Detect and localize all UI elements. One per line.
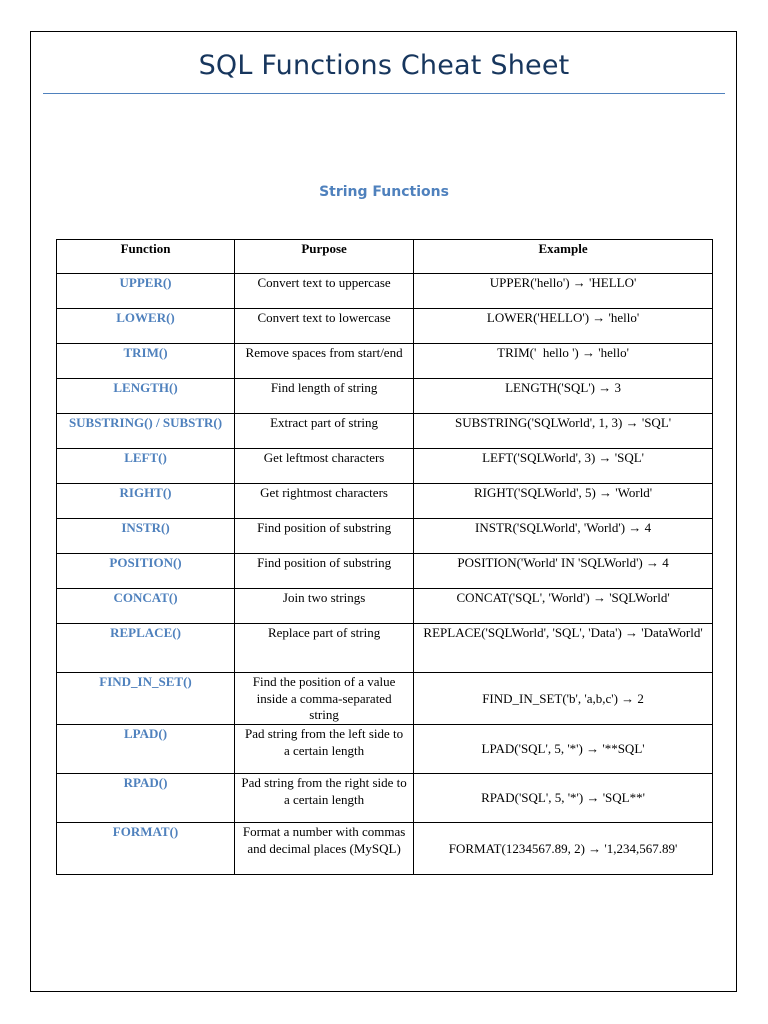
function-name: INSTR() [57, 519, 235, 554]
column-header-function: Function [57, 240, 235, 274]
section-heading: String Functions [319, 184, 449, 200]
function-purpose: Extract part of string [235, 414, 414, 449]
function-name: RPAD() [57, 774, 235, 823]
function-example: SUBSTRING('SQLWorld', 1, 3) → 'SQL' [414, 414, 713, 449]
function-purpose: Pad string from the left side to a certain length [235, 725, 414, 774]
table-row [57, 725, 713, 774]
column-header-purpose: Purpose [235, 240, 414, 274]
function-example: RIGHT('SQLWorld', 5) → 'World' [414, 484, 713, 519]
function-name: FORMAT() [57, 823, 235, 875]
function-example: RPAD('SQL', 5, '*') → 'SQL**' [414, 774, 713, 823]
function-purpose: Find position of substring [235, 519, 414, 554]
table-row [57, 309, 713, 344]
function-name: LEFT() [57, 449, 235, 484]
function-purpose: Find position of substring [235, 554, 414, 589]
function-example: UPPER('hello') → 'HELLO' [414, 274, 713, 309]
function-name: LENGTH() [57, 379, 235, 414]
table-row [57, 519, 713, 554]
function-example: LOWER('HELLO') → 'hello' [414, 309, 713, 344]
table-row [57, 414, 713, 449]
function-purpose: Remove spaces from start/end [235, 344, 414, 379]
table-row [57, 274, 713, 309]
table-row [57, 554, 713, 589]
function-purpose: Find the position of a value inside a comma-separated string [235, 673, 414, 725]
function-name: LPAD() [57, 725, 235, 774]
function-example: LPAD('SQL', 5, '*') → '**SQL' [414, 725, 713, 774]
function-example: FIND_IN_SET('b', 'a,b,c') → 2 [414, 673, 713, 725]
title-divider [43, 93, 725, 94]
function-name: POSITION() [57, 554, 235, 589]
function-name: LOWER() [57, 309, 235, 344]
function-example: INSTR('SQLWorld', 'World') → 4 [414, 519, 713, 554]
table-row [57, 344, 713, 379]
function-name: FIND_IN_SET() [57, 673, 235, 725]
table-row [57, 484, 713, 519]
function-example: TRIM(' hello ') → 'hello' [414, 344, 713, 379]
function-purpose: Replace part of string [235, 624, 414, 673]
function-name: REPLACE() [57, 624, 235, 673]
function-purpose: Find length of string [235, 379, 414, 414]
function-purpose: Join two strings [235, 589, 414, 624]
table-header-row [57, 240, 713, 274]
function-purpose: Pad string from the right side to a certain length [235, 774, 414, 823]
function-example: FORMAT(1234567.89, 2) → '1,234,567.89' [414, 823, 713, 875]
function-name: UPPER() [57, 274, 235, 309]
function-purpose: Get rightmost characters [235, 484, 414, 519]
table-row [57, 589, 713, 624]
table-row [57, 379, 713, 414]
function-example: REPLACE('SQLWorld', 'SQL', 'Data') → 'DataWorld' [414, 624, 713, 673]
function-name: RIGHT() [57, 484, 235, 519]
function-purpose: Convert text to uppercase [235, 274, 414, 309]
function-example: LENGTH('SQL') → 3 [414, 379, 713, 414]
table-row [57, 624, 713, 673]
function-name: CONCAT() [57, 589, 235, 624]
function-purpose: Get leftmost characters [235, 449, 414, 484]
functions-table [56, 239, 713, 875]
table-row [57, 823, 713, 875]
function-example: POSITION('World' IN 'SQLWorld') → 4 [414, 554, 713, 589]
column-header-example: Example [414, 240, 713, 274]
table-row [57, 774, 713, 823]
function-example: LEFT('SQLWorld', 3) → 'SQL' [414, 449, 713, 484]
table-row [57, 449, 713, 484]
function-example: CONCAT('SQL', 'World') → 'SQLWorld' [414, 589, 713, 624]
page-title: SQL Functions Cheat Sheet [198, 50, 570, 81]
function-name: TRIM() [57, 344, 235, 379]
function-name: SUBSTRING() / SUBSTR() [57, 414, 235, 449]
table-row [57, 673, 713, 725]
function-purpose: Convert text to lowercase [235, 309, 414, 344]
function-purpose: Format a number with commas and decimal places (MySQL) [235, 823, 414, 875]
